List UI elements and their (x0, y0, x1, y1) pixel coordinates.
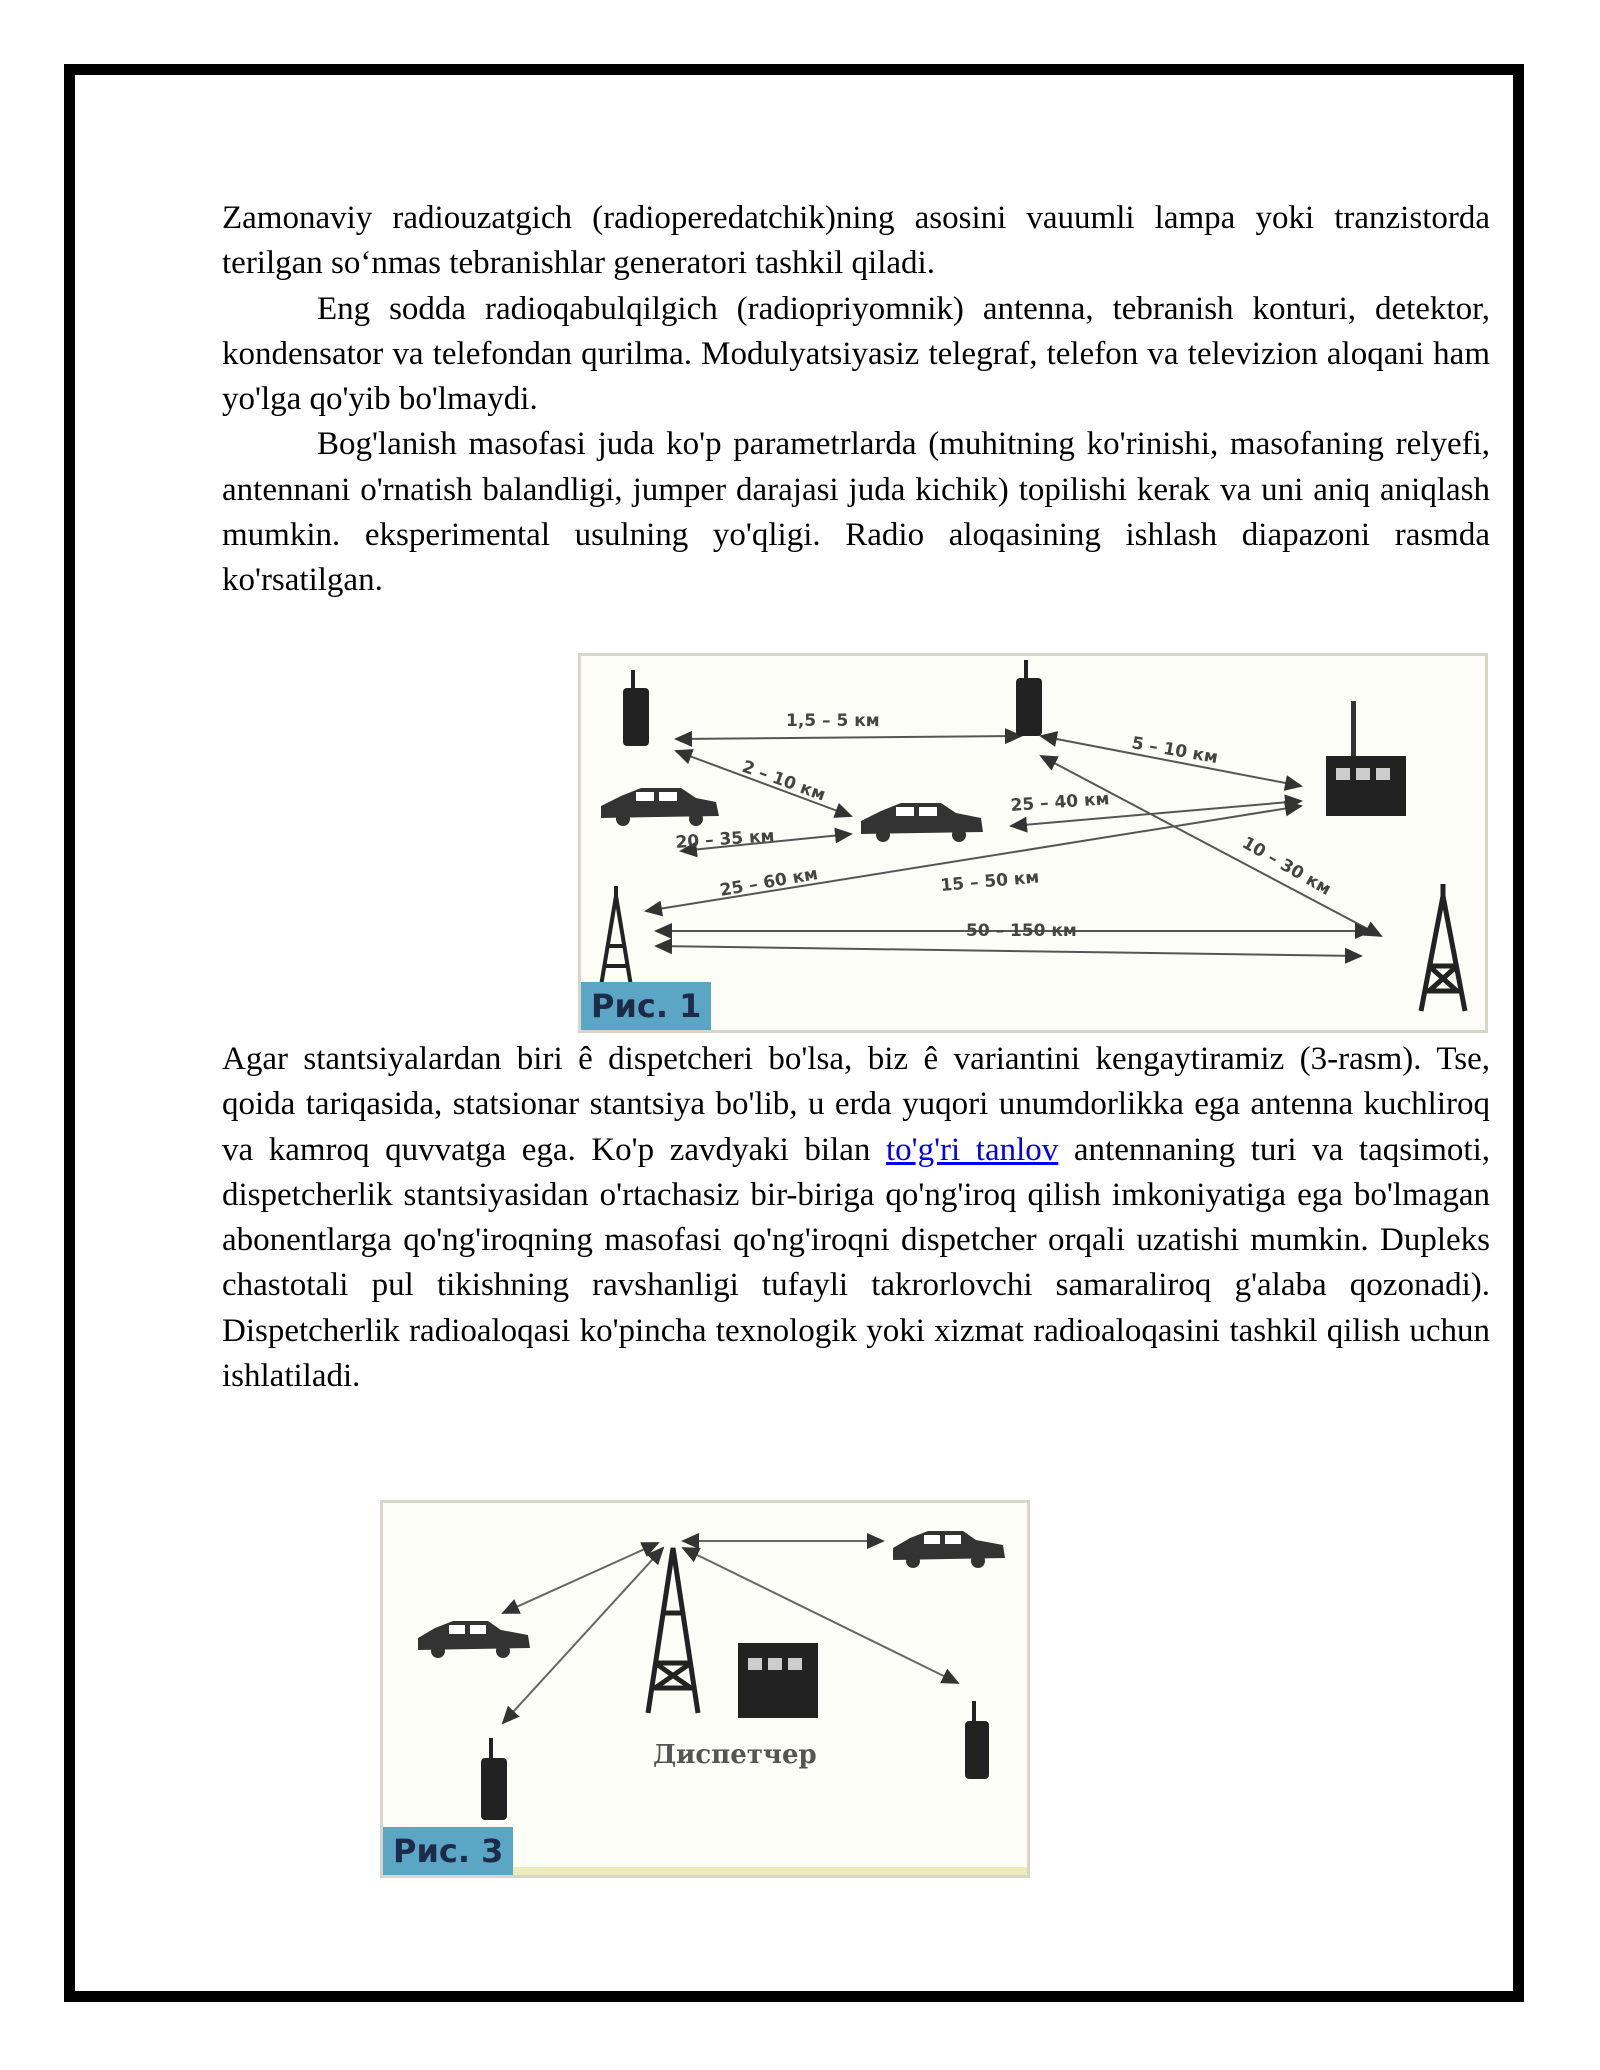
radio-handset-icon (623, 670, 649, 746)
paragraph-3: Bog'lanish masofasi juda ko'p parametrlarda (muhitning ko'rinishi, masofaning relyefi, antennani o'rnatish balandligi, jumper darajasi juda kichik) topilishi kerak va uni aniq aniqlash mumkin. eksperimental usulning yo'qligi. Radio aloqasining ishlash diapazoni rasmda ko'rsatilgan. (222, 426, 1490, 599)
radio-handset-icon (481, 1738, 507, 1820)
figure-1-diagram (581, 656, 1485, 1030)
distance-label: 1,5 – 5 км (786, 711, 880, 731)
distance-label: 20 – 35 км (674, 826, 776, 853)
car-icon (893, 1531, 1005, 1568)
figure-3 (380, 1500, 1030, 1878)
car-icon (601, 788, 719, 826)
correct-choice-link[interactable]: to'g'ri tanlov (885, 1131, 1059, 1168)
paragraph-4 (222, 1037, 1490, 1399)
car-icon (861, 803, 983, 842)
car-icon (418, 1621, 530, 1658)
paragraph-4-text-continued: antennaning turi va taqsimoti, dispetcherlik stantsiyasidan o'rtachasiz bir-biriga qo'ng'iroq qilish imkoniyatiga ega bo'lmagan abonentlarga qo'ng'iroqning masofasi qo'ng'iroqni dispetcher orqali uzatishi mumkin. Dupleks chastotali pul tikishning ravshanligi tufayli takrorlovchi samaraliroq g'alaba qozonadi). Dispetcherlik radioaloqasi ko'pincha texnologik yoki xizmat radioaloqasini tashkil qilish uchun ishlatiladi. (222, 1131, 1490, 1395)
paragraph-4-text: Agar stantsiyalardan biri ê dispetcheri bo'lsa, biz ê variantini kengaytiramiz (3-rasm). Tse, qoida tariqasida, statsionar stantsiya bo'lib, u erda yuqori unumdorlikka ega antenna kuchliroq va kamroq quvvatga ega. Ko'p zavdyaki bilan (222, 1041, 1490, 1168)
dispatcher-caption: Диспетчер (653, 1740, 817, 1770)
radio-handset-icon (965, 1701, 989, 1779)
distance-label: 25 – 60 км (718, 864, 820, 901)
tower-icon (601, 886, 631, 986)
distance-label: 25 – 40 км (1009, 789, 1111, 816)
text-block-bottom (222, 1037, 1490, 1399)
distance-label: 10 – 30 км (1238, 833, 1335, 900)
figure-1-label: Рис. 1 (581, 982, 711, 1030)
paragraph-1: Zamonaviy radiouzatgich (radioperedatchik)ning asosini vauumli lampa yoki tranzistorda terilgan so‘nmas tebranishlar generatori tashkil qiladi. (222, 200, 1490, 282)
radio-handset-icon (1016, 660, 1042, 736)
building-icon (1326, 701, 1406, 816)
paragraph-2: Eng sodda radioqabulqilgich (radiopriyomnik) antenna, tebranish konturi, detektor, kondensator va telefondan qurilma. Modulyatsiyasiz telegraf, telefon va televizion aloqani ham yo'lga qo'yib bo'lmaydi. (222, 290, 1490, 418)
figure-1 (578, 653, 1488, 1033)
building-icon (738, 1643, 818, 1718)
distance-label: 50 – 150 км (966, 921, 1077, 941)
figure-3-label: Рис. 3 (383, 1827, 513, 1875)
distance-label: 2 – 10 км (739, 756, 829, 806)
distance-label: 5 – 10 км (1130, 733, 1220, 769)
distance-label: 15 – 50 км (939, 867, 1041, 896)
tower-icon (1421, 884, 1465, 1011)
tower-icon (648, 1548, 698, 1713)
text-block-top (222, 196, 1490, 604)
figure-3-diagram (383, 1503, 1027, 1875)
